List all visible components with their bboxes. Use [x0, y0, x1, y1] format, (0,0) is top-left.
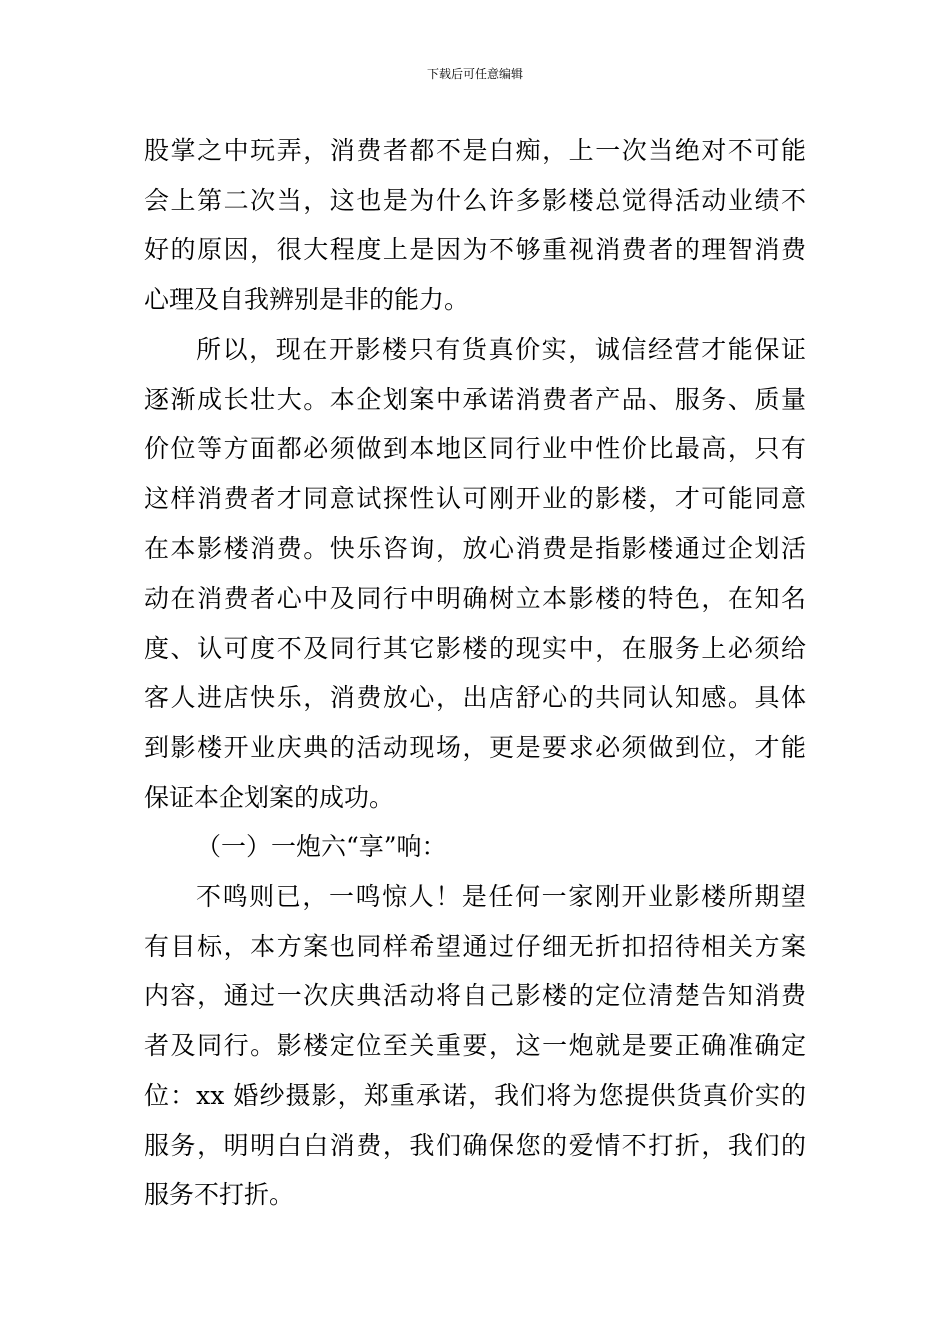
- paragraph-3-line-1: 不鸣则已，一鸣惊人！是任何一家刚开业影楼所期望: [196, 882, 806, 911]
- paragraph-2-line-2: 逐渐成长壮大。本企划案中承诺消费者产品、服务、质量: [144, 385, 806, 414]
- paragraph-2-line-7: 度、认可度不及同行其它影楼的现实中，在服务上必须给: [144, 634, 806, 663]
- paragraph-1-line-1: 股掌之中玩弄，消费者都不是白痴，上一次当绝对不可能: [144, 136, 806, 165]
- paragraph-1-line-2: 会上第二次当，这也是为什么许多影楼总觉得活动业绩不: [144, 186, 806, 215]
- paragraph-1-line-3: 好的原因，很大程度上是因为不够重视消费者的理智消费: [144, 235, 806, 264]
- paragraph-2-line-5: 在本影楼消费。快乐咨询，放心消费是指影楼通过企划活: [144, 534, 806, 563]
- paragraph-2-line-9: 到影楼开业庆典的活动现场，更是要求必须做到位，才能: [144, 733, 806, 762]
- paragraph-1-line-4: 心理及自我辨别是非的能力。: [144, 285, 470, 314]
- paragraph-2-line-3: 价位等方面都必须做到本地区同行业中性价比最高，只有: [144, 434, 806, 463]
- paragraph-2-line-10: 保证本企划案的成功。: [144, 783, 395, 812]
- section-heading: （一）一炮六“享”响：: [196, 832, 447, 861]
- page-header: 下载后可任意编辑: [426, 67, 523, 81]
- paragraph-2-line-6: 动在消费者心中及同行中明确树立本影楼的特色，在知名: [144, 584, 806, 613]
- paragraph-3-line-3: 内容，通过一次庆典活动将自己影楼的定位清楚告知消费: [144, 981, 806, 1010]
- paragraph-3-line-7: 服务不打折。: [144, 1180, 295, 1209]
- paragraph-3-line-6: 服务，明明白白消费，我们确保您的爱情不打折，我们的: [144, 1131, 806, 1160]
- paragraph-3-line-4: 者及同行。影楼定位至关重要，这一炮就是要正确准确定: [144, 1031, 806, 1060]
- paragraph-3-line-5: 位：xx 婚纱摄影，郑重承诺，我们将为您提供货真价实的: [144, 1081, 806, 1110]
- paragraph-2-line-8: 客人进店快乐，消费放心，出店舒心的共同认知感。具体: [144, 683, 806, 712]
- paragraph-3-line-2: 有目标，本方案也同样希望通过仔细无折扣招待相关方案: [144, 932, 806, 961]
- paragraph-2-line-4: 这样消费者才同意试探性认可刚开业的影楼，才可能同意: [144, 484, 806, 513]
- paragraph-2-line-1: 所以，现在开影楼只有货真价实，诚信经营才能保证: [196, 335, 806, 364]
